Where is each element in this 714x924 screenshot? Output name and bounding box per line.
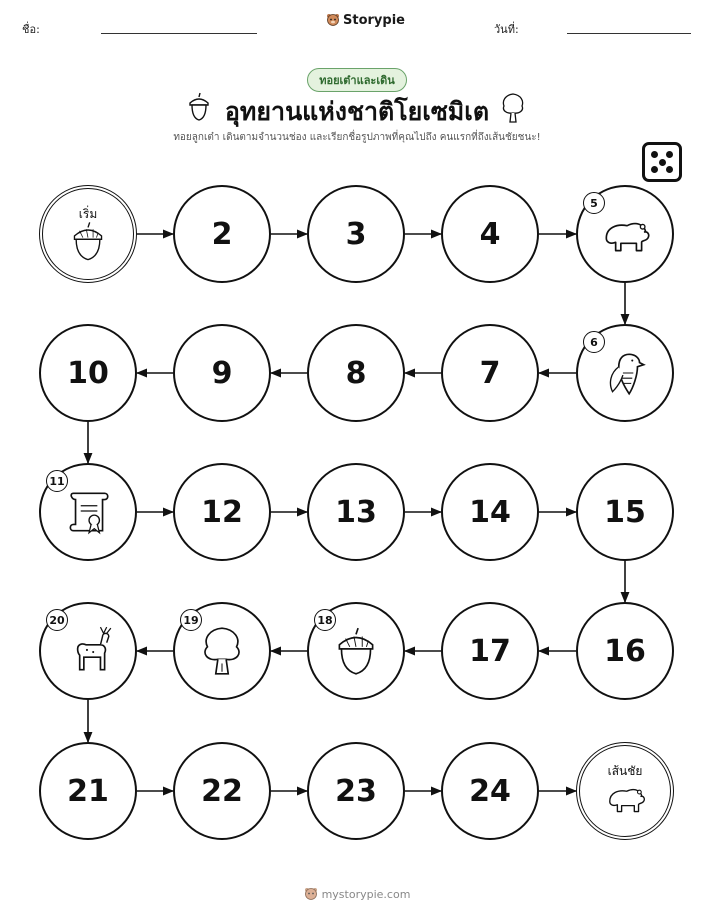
board-space-12[interactable] bbox=[173, 463, 271, 561]
space-number: 14 bbox=[469, 494, 511, 530]
board-space-6[interactable] bbox=[576, 324, 674, 422]
board-space-21[interactable] bbox=[39, 742, 137, 840]
name-label: ชื่อ: bbox=[22, 23, 40, 36]
space-number: 4 bbox=[479, 216, 501, 252]
space-number: 16 bbox=[604, 633, 646, 669]
brand-name: Storypie bbox=[343, 12, 405, 28]
space-number-badge: 5 bbox=[583, 192, 605, 214]
start-label: เริ่ม bbox=[78, 207, 98, 221]
space-number: 24 bbox=[469, 773, 511, 809]
board-space-18[interactable] bbox=[307, 602, 405, 700]
board-space-20[interactable] bbox=[39, 602, 137, 700]
space-number: 17 bbox=[469, 633, 511, 669]
board-space-24[interactable] bbox=[441, 742, 539, 840]
board-space-7[interactable] bbox=[441, 324, 539, 422]
space-number: 7 bbox=[479, 355, 501, 391]
footer-url[interactable]: mystorypie.com bbox=[321, 887, 411, 901]
board-space-16[interactable] bbox=[576, 602, 674, 700]
board-space-13[interactable] bbox=[307, 463, 405, 561]
board-space-9[interactable] bbox=[173, 324, 271, 422]
finish-label: เส้นชัย bbox=[607, 764, 643, 778]
board-space-23[interactable] bbox=[307, 742, 405, 840]
scroll-icon bbox=[61, 485, 115, 539]
space-number-badge: 11 bbox=[46, 470, 68, 492]
instructions: ทอยลูกเต๋า เดินตามจำนวนช่อง และเรียกชื่อรูปภาพที่คุณไปถึง คนแรกที่ถึงเส้นชัยชนะ! bbox=[173, 132, 541, 143]
bear-icon bbox=[603, 776, 647, 820]
space-number: 3 bbox=[345, 216, 367, 252]
finish-space[interactable] bbox=[576, 742, 674, 840]
board-space-11[interactable] bbox=[39, 463, 137, 561]
space-number: 9 bbox=[211, 355, 233, 391]
board-space-22[interactable] bbox=[173, 742, 271, 840]
board-space-5[interactable] bbox=[576, 185, 674, 283]
date-label: วันที่: bbox=[494, 23, 519, 36]
space-number: 12 bbox=[201, 494, 243, 530]
footer bbox=[0, 886, 714, 902]
page-title: อุทยานแห่งชาติโยเซมิเต bbox=[224, 97, 490, 126]
space-number-badge: 6 bbox=[583, 331, 605, 353]
game-type-badge: ทอยเต๋าและเดิน bbox=[307, 68, 407, 92]
board-space-4[interactable] bbox=[441, 185, 539, 283]
board-space-19[interactable] bbox=[173, 602, 271, 700]
acorn-icon bbox=[329, 624, 383, 678]
bear-icon bbox=[598, 207, 652, 261]
space-number: 10 bbox=[67, 355, 109, 391]
eagle-icon bbox=[598, 346, 652, 400]
space-number: 2 bbox=[211, 216, 233, 252]
board-space-3[interactable] bbox=[307, 185, 405, 283]
board-space-10[interactable] bbox=[39, 324, 137, 422]
storypie-mascot-icon bbox=[304, 886, 318, 902]
space-number: 8 bbox=[345, 355, 367, 391]
start-space[interactable] bbox=[39, 185, 137, 283]
space-number-badge: 19 bbox=[180, 609, 202, 631]
board-space-8[interactable] bbox=[307, 324, 405, 422]
space-number-badge: 18 bbox=[314, 609, 336, 631]
space-number: 15 bbox=[604, 494, 646, 530]
space-number: 21 bbox=[67, 773, 109, 809]
space-number: 23 bbox=[335, 773, 377, 809]
board-space-14[interactable] bbox=[441, 463, 539, 561]
acorn-icon bbox=[66, 219, 110, 263]
tree-icon bbox=[195, 624, 249, 678]
deer-icon bbox=[61, 624, 115, 678]
board-space-15[interactable] bbox=[576, 463, 674, 561]
space-number-badge: 20 bbox=[46, 609, 68, 631]
board-space-2[interactable] bbox=[173, 185, 271, 283]
space-number: 22 bbox=[201, 773, 243, 809]
space-number: 13 bbox=[335, 494, 377, 530]
board-space-17[interactable] bbox=[441, 602, 539, 700]
